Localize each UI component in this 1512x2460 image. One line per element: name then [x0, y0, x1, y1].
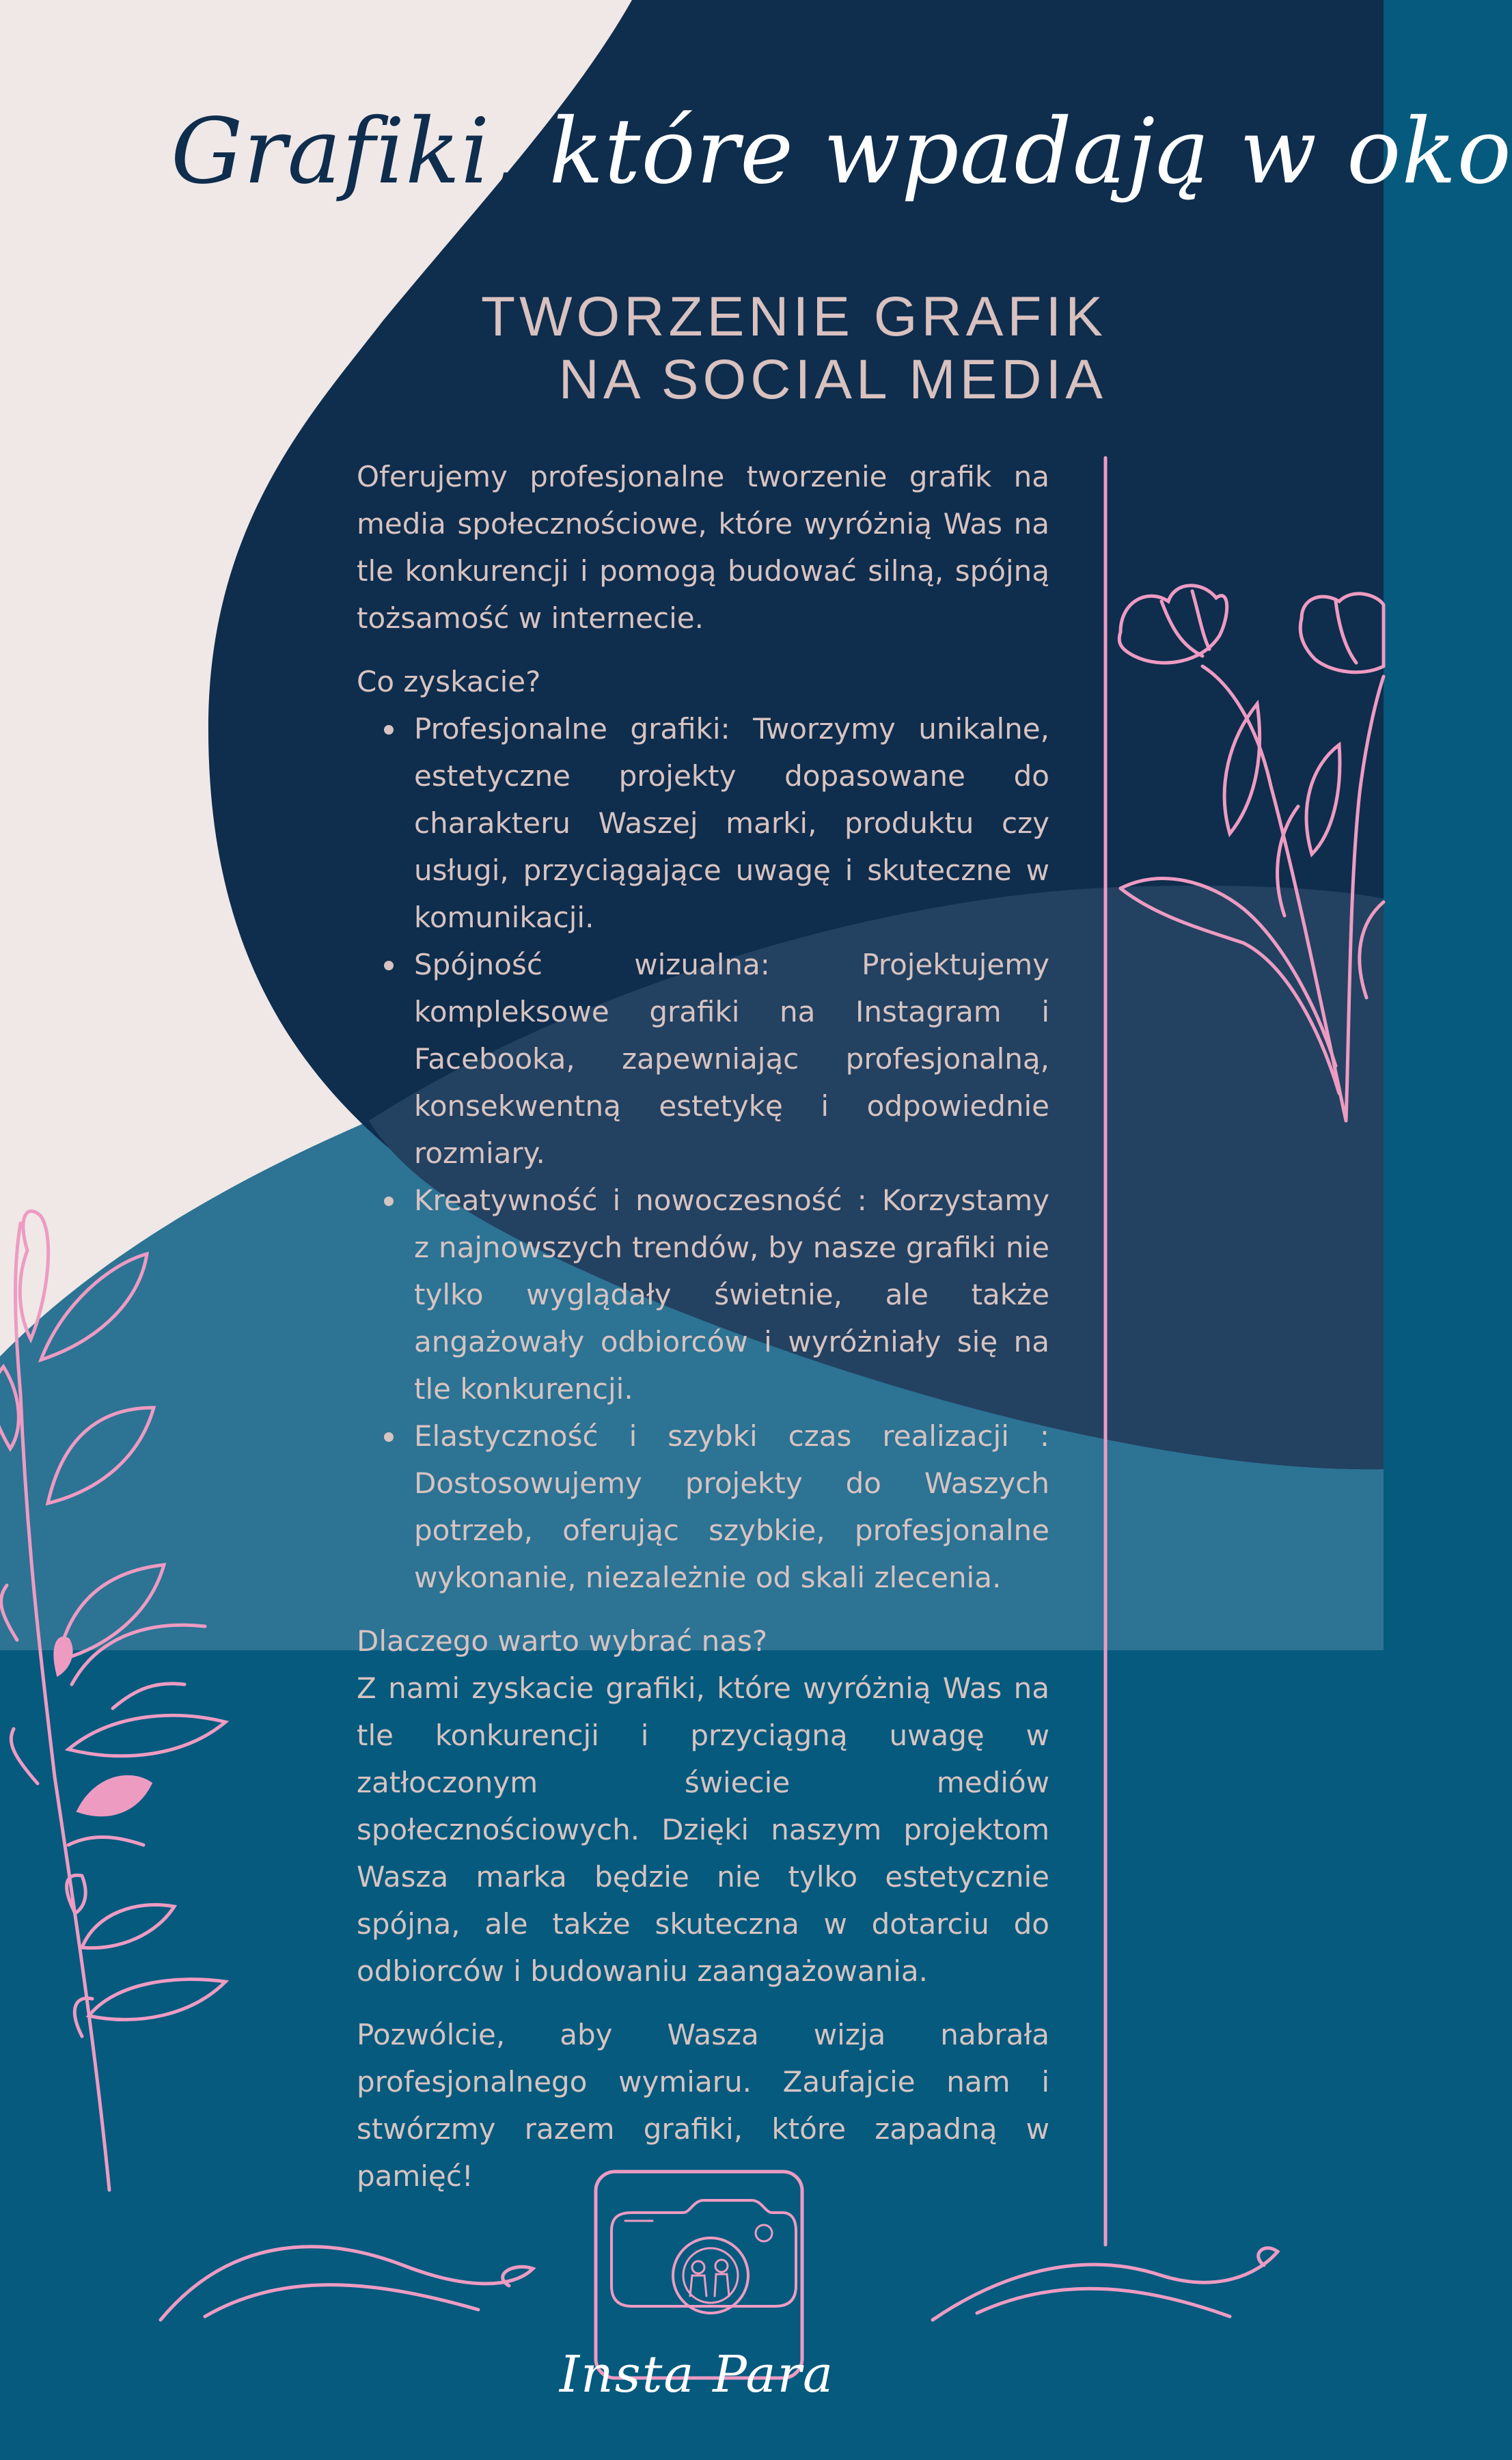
- subtitle-line-2: NA SOCIAL MEDIA: [558, 348, 1107, 411]
- benefits-heading: Co zyskacie?: [357, 665, 541, 698]
- benefit-item: Profesjonalne grafiki: Tworzymy unikalne, estetyczne projekty dopasowane do charakteru Waszej marki, produktu czy usługi, przyciągające uwagę i skuteczne w komunikacji.: [414, 705, 1049, 941]
- benefit-item: Kreatywność i nowoczesność : Korzystamy z najnowszych trendów, by nasze grafiki nie tylko wyglądały świetnie, ale także angażowały odbiorców i wyróżniały się na tle konkurencji.: [414, 1177, 1049, 1412]
- main-content: [357, 453, 1049, 2200]
- right-flowers-icon: [1119, 586, 1384, 1121]
- script-title: [171, 99, 1512, 204]
- benefit-item: Spójność wizualna: Projektujemy kompleksowe grafiki na Instagram i Facebooka, zapewniając profesjonalną, konsekwentną estetykę i odpowiednie rozmiary.: [414, 941, 1049, 1177]
- why-heading: Dlaczego warto wybrać nas?: [357, 1624, 768, 1658]
- benefit-item: Elastyczność i szybki czas realizacji : Dostosowujemy projekty do Waszych potrzeb, oferując szybkie, profesjonalne wykonanie, niezależnie od skali zlecenia.: [414, 1412, 1049, 1601]
- subtitle-line-1: TWORZENIE GRAFIK: [481, 286, 1107, 348]
- title-part-1: Grafiki,: [171, 99, 520, 204]
- left-branch-icon: [0, 1211, 225, 2190]
- benefits-list: [357, 705, 1049, 1601]
- intro-paragraph: Oferujemy profesjonalne tworzenie grafik na media społecznościowe, które wyróżnią Was na tle konkurencji i pomogą budować silną, spójną tożsamość w internecie.: [357, 460, 1049, 635]
- brand-name: Insta Para: [559, 2345, 835, 2404]
- left-swirl-tail-icon: [205, 2285, 478, 2316]
- subtitle: [383, 286, 1107, 411]
- why-paragraph: Z nami zyskacie grafiki, które wyróżnią Was na tle konkurencji i przyciągną uwagę w zatłoczonym świecie mediów społecznościowych. Dzięki naszym projektom Wasza marka będzie nie tylko estetycznie spójna, ale także skuteczna w dotarciu do odbiorców i budowaniu zaangażowania.: [357, 1671, 1049, 1988]
- title-part-2: które wpadają w oko: [519, 99, 1512, 204]
- right-swirl-tail-icon: [977, 2288, 1230, 2316]
- closing-paragraph: Pozwólcie, aby Wasza wizja nabrała profesjonalnego wymiaru. Zaufajcie nam i stwórzmy razem grafiki, które zapadną w pamięć!: [357, 2018, 1049, 2193]
